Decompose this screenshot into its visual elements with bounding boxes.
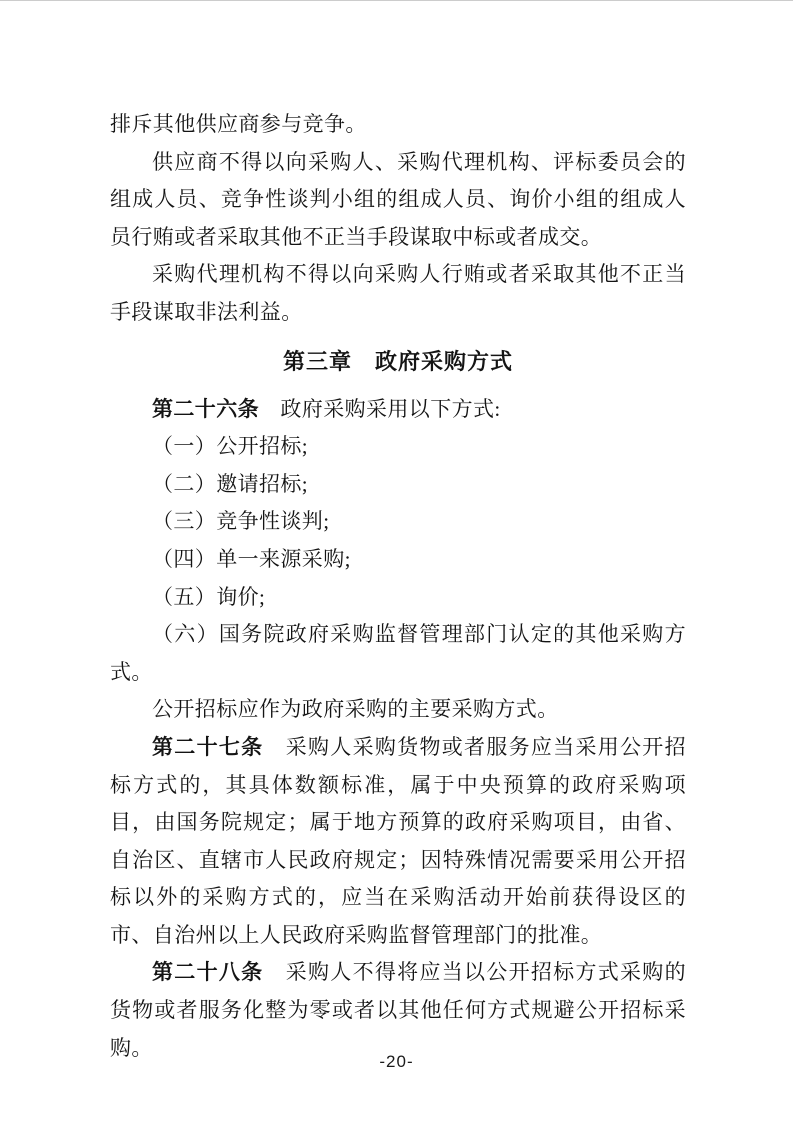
paragraph-open-bidding-primary: 公开招标应作为政府采购的主要采购方式。 <box>152 697 559 722</box>
article-27-text: 采购人采购货物或者服务应当采用公开招标方式的，其具体数额标准，属于中央预算的政府采购项目，由国务院规定；属于地方预算的政府采购项目，由省、自治区、直辖市人民政府规定；因特殊情况需要采用公开招标以外的采购方式的，应当在采购活动开始前获得设区的市、自治州以上人民政府采购监督管理部门的批准。 <box>110 734 686 947</box>
list-item-2: （二）邀请招标; <box>152 471 309 496</box>
list-item-5: （五）询价; <box>152 584 266 609</box>
article-28-number: 第二十八条 <box>152 960 264 985</box>
chapter-heading: 第三章 政府采购方式 <box>282 348 513 374</box>
article-26 <box>110 391 686 429</box>
article-26-number: 第二十六条 <box>152 396 259 421</box>
article-28-text: 采购人不得将应当以公开招标方式采购的货物或者服务化整为零或者以其他任何方式规避公开招标采购。 <box>110 960 686 1060</box>
paragraph-continuation: 排斥其他供应商参与竞争。 <box>110 112 367 136</box>
list-item-6: （六）国务院政府采购监督管理部门认定的其他采购方式。 <box>110 622 686 684</box>
article-27-number: 第二十七条 <box>152 734 264 759</box>
paragraph-supplier-bribery: 供应商不得以向采购人、采购代理机构、评标委员会的组成人员、竞争性谈判小组的组成人员、询价小组的组成人员行贿或者采取其他不正当手段谋取中标或者成交。 <box>110 149 686 249</box>
article-28 <box>110 954 686 1067</box>
list-item-4: （四）单一来源采购; <box>152 546 351 571</box>
page-number: -20- <box>379 1052 414 1071</box>
list-item-1: （一）公开招标; <box>152 434 309 459</box>
paragraph-agency-bribery: 采购代理机构不得以向采购人行贿或者采取其他不正当手段谋取非法利益。 <box>110 262 686 324</box>
article-27 <box>110 729 686 955</box>
list-item-3: （三）竞争性谈判; <box>152 509 330 534</box>
article-26-text: 政府采购采用以下方式: <box>259 396 501 421</box>
scan-top-edge <box>0 0 793 1</box>
document-body <box>110 106 686 1067</box>
